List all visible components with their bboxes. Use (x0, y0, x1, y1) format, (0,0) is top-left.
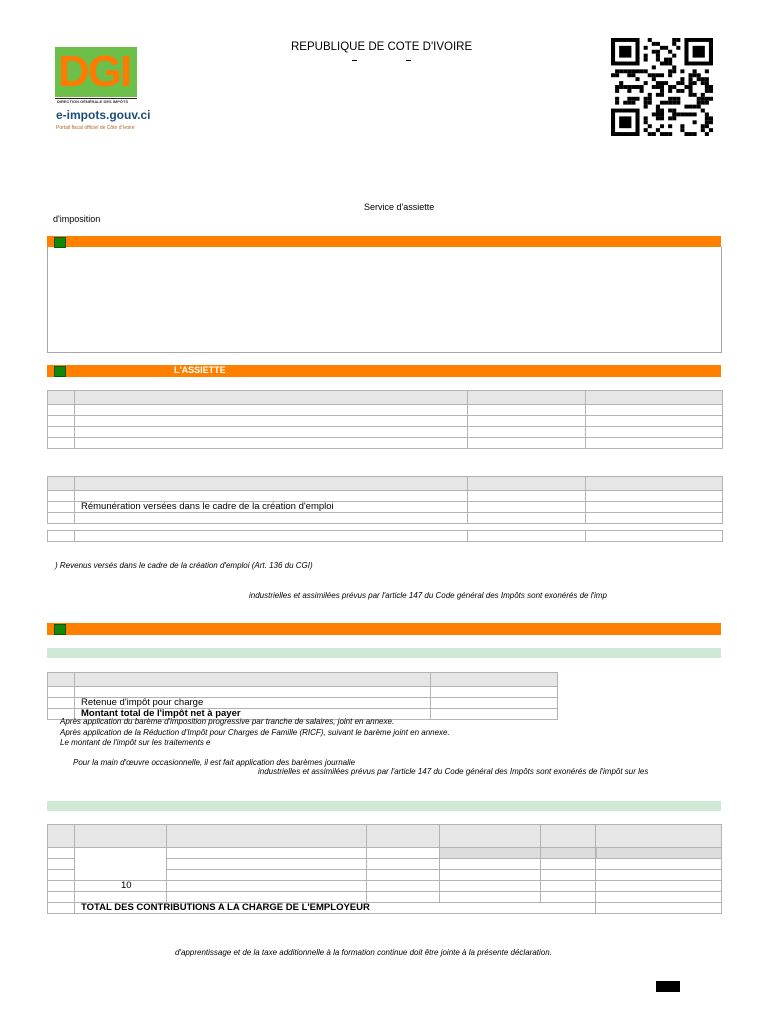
page-marker (656, 981, 680, 992)
assiette-table-2-total (47, 530, 723, 542)
assiette-table-2 (47, 476, 723, 524)
count-cell: 10 (75, 881, 167, 892)
contributions-table (47, 824, 722, 914)
portal-tagline: Portail fiscal officiel de Côte d'Ivoire (56, 125, 135, 131)
subsection-bar (47, 801, 721, 811)
montant-total-label: Montant total de l'impôt net à payer (75, 709, 431, 720)
dgi-logo-strip-text: DIRECTION GÉNÉRALE DES IMPÔTS (57, 99, 129, 104)
section-marker (54, 624, 66, 635)
imposition-label: d'imposition (53, 214, 101, 224)
identification-panel (47, 247, 722, 353)
section-marker (54, 366, 66, 377)
note-footer: d'apprentissage et de la taxe additionnelle à la formation continue doit être jointe à la présente déclaration. (175, 948, 552, 957)
note-montant: Le montant de l'impôt sur les traitements e (60, 738, 211, 747)
remuneration-row-label: Rémunération versées dans le cadre de la création d'emploi (75, 502, 468, 513)
section-bar (47, 236, 721, 247)
assiette-title: L'ASSIETTE (174, 365, 226, 375)
service-assiette-label: Service d'assiette (364, 202, 435, 212)
section-bar (47, 623, 721, 635)
portal-url[interactable]: e-impots.gouv.ci (56, 108, 151, 122)
header-dash (406, 60, 411, 61)
retenue-label: Retenue d'impôt pour charge (75, 698, 431, 709)
republic-title: REPUBLIQUE DE COTE D'IVOIRE (291, 41, 473, 53)
assiette-section-bar (47, 365, 721, 377)
note-art147: industrielles et assimilées prévus par l'article 147 du Code général des Impôts sont exonérés de l'imp (249, 591, 607, 600)
note-bareme: Après application du barème d'imposition progressive par tranche de salaires, joint en annexe. (60, 717, 395, 726)
qr-code-icon (611, 38, 713, 136)
total-contributions-label: TOTAL DES CONTRIBUTIONS A LA CHARGE DE L'EMPLOYEUR (75, 903, 596, 914)
note-revenus: ) Revenus versés dans le cadre de la création d'emploi (Art. 136 du CGI) (55, 561, 313, 570)
note-ricf: Après application de la Réduction d'Impôt pour Charges de Famille (RICF), suivant le barème joint en annexe. (60, 728, 450, 737)
header-dash (352, 60, 357, 61)
dgi-logo-letters: DGI (58, 47, 131, 96)
note-art147-b: industrielles et assimilées prévus par l'article 147 du Code général des Impôts sont exonérés de l'impôt sur les (258, 767, 649, 776)
subsection-bar (47, 648, 721, 658)
impot-table (47, 672, 558, 720)
assiette-table-1 (47, 390, 723, 449)
note-occasionnelle: Pour la main d'œuvre occasionnelle, il est fait application des barèmes journalie (73, 758, 356, 767)
